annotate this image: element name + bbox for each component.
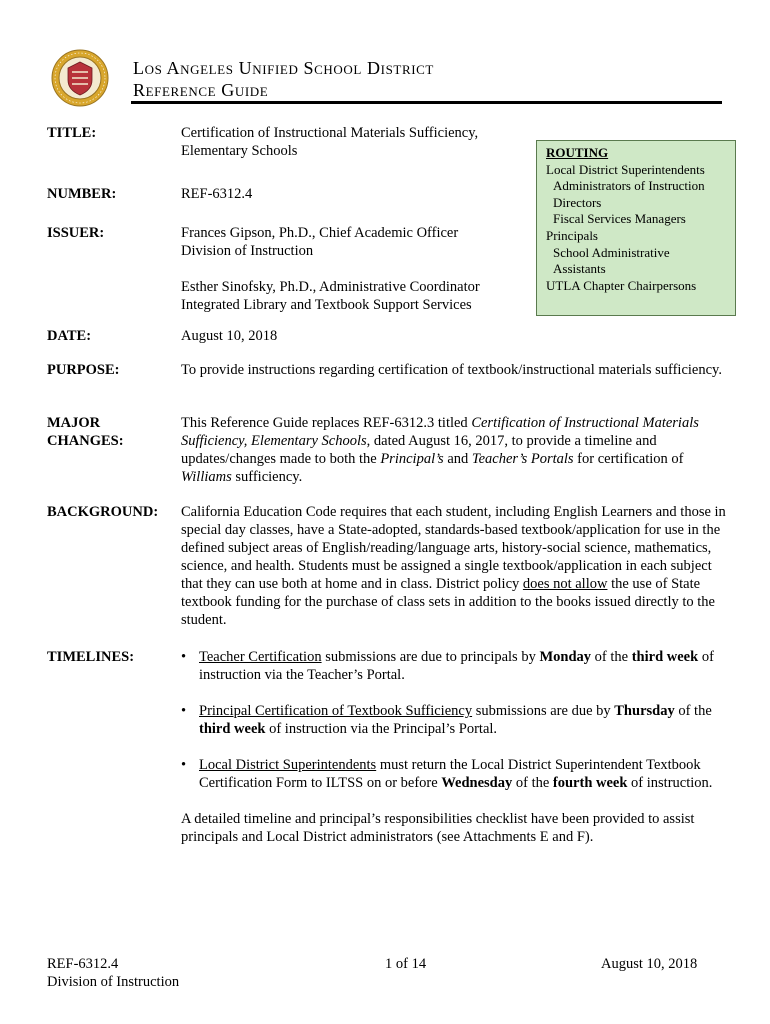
timeline-item-principal: [181, 702, 721, 738]
footer-date: August 10, 2018: [601, 956, 698, 972]
text-run: California Education Code requires that each student, including English Learners and those in special day classes, have a State-adopted, standards-based textbook/application for use in the defined subject areas of English/reading/language arts, history-social science, mathematics, science, and health. Students must be assigned a single textbook/application in each subject that they can use both at home and in class. District policy: [181, 504, 726, 592]
purpose-text: To provide instructions regarding certification of textbook/instructional materials sufficiency.: [181, 362, 722, 378]
document-type-heading: Reference Guide: [133, 80, 269, 100]
guide-title-ref: Certification of Instructional Materials Sufficiency, Elementary Schools: [181, 415, 699, 449]
text-run: and: [443, 451, 472, 467]
routing-item: School Administrative: [553, 244, 670, 260]
timelines-label: TIMELINES:: [47, 649, 135, 665]
text-run: the use of State textbook funding for the purchase of class sets in addition to the books issued directly to the student.: [181, 576, 715, 628]
principal-portal-ref: Principal’s: [380, 451, 444, 467]
emphasis: third week: [199, 721, 266, 737]
text-run: of the: [674, 703, 712, 719]
timelines-list: [181, 648, 721, 792]
major-changes-text: [181, 414, 729, 486]
williams-ref: Williams: [181, 469, 232, 485]
emphasis: third week: [631, 649, 699, 665]
timeline-item-title: Teacher Certification: [199, 649, 322, 665]
issuer-line: Integrated Library and Textbook Support Services: [181, 297, 472, 313]
routing-title: ROUTING: [546, 145, 609, 160]
major-changes-label-line: CHANGES:: [47, 433, 124, 449]
routing-item: Directors: [553, 194, 602, 210]
footer-ref-number: REF-6312.4: [47, 956, 119, 972]
emphasis: Thursday: [614, 703, 675, 719]
issuer-value-2: [181, 278, 526, 314]
major-changes-label-line: MAJOR: [47, 415, 101, 431]
issuer-line: Frances Gipson, Ph.D., Chief Academic Officer: [181, 225, 459, 241]
number-value: REF-6312.4: [181, 186, 253, 202]
title-line: Elementary Schools: [181, 143, 298, 159]
title-label: TITLE:: [47, 125, 97, 141]
timeline-item-title: Principal Certification of Textbook Sufficiency: [199, 703, 473, 719]
footer-left: [47, 955, 179, 991]
issuer-line: Division of Instruction: [181, 243, 314, 259]
bullet-icon: •: [181, 703, 187, 719]
routing-item: UTLA Chapter Chairpersons: [546, 277, 697, 293]
routing-item: Local District Superintendents: [546, 161, 705, 177]
emphasis: Monday: [539, 649, 592, 665]
issuer-value: [181, 224, 526, 260]
timelines-section: [181, 648, 721, 846]
routing-item: Assistants: [553, 261, 606, 277]
purpose-label: PURPOSE:: [47, 362, 120, 378]
text-run: for certification of: [573, 451, 684, 467]
routing-item: Administrators of Instruction: [553, 178, 705, 194]
background-text: [181, 503, 729, 629]
text-run: This Reference Guide replaces REF-6312.3 titled: [181, 415, 472, 431]
teacher-portal-ref: Teacher’s Portals: [471, 451, 574, 467]
timeline-item-teacher: [181, 648, 721, 684]
date-label: DATE:: [47, 328, 92, 344]
text-run: of the: [512, 775, 553, 791]
routing-item: Fiscal Services Managers: [553, 211, 686, 227]
bullet-icon: •: [181, 649, 187, 665]
footer-division: Division of Instruction: [47, 974, 180, 990]
policy-emphasis: does not allow: [522, 576, 608, 592]
text-run: of instruction via the Principal’s Portal.: [265, 721, 498, 737]
text-run: submissions are due to principals by: [321, 649, 540, 665]
routing-box: [536, 140, 736, 316]
title-line: Certification of Instructional Materials Sufficiency,: [181, 125, 479, 141]
timeline-item-local-district: [181, 756, 721, 792]
page-number: 1 of 14: [385, 956, 427, 972]
emphasis: fourth week: [552, 775, 628, 791]
issuer-label: ISSUER:: [47, 225, 105, 241]
district-seal-logo: [50, 48, 110, 108]
timeline-item-title: Local District Superintendents: [199, 757, 377, 773]
text-run: submissions are due by: [472, 703, 615, 719]
text-run: , dated August 16, 2017, to provide a timeline and updates/changes made to both the: [181, 433, 657, 467]
number-label: NUMBER:: [47, 186, 117, 202]
bullet-icon: •: [181, 757, 187, 773]
date-value: August 10, 2018: [181, 328, 278, 344]
issuer-line: Esther Sinofsky, Ph.D., Administrative Coordinator: [181, 279, 480, 295]
major-changes-label: [47, 414, 124, 450]
text-run: of the: [591, 649, 632, 665]
routing-item: Principals: [546, 227, 598, 243]
district-name: Los Angeles Unified School District: [133, 58, 434, 78]
timelines-closing: A detailed timeline and principal’s responsibilities checklist have been provided to assist principals and Local District administrators (see Attachments E and F).: [181, 811, 695, 845]
emphasis: Wednesday: [441, 775, 513, 791]
header-rule: [131, 101, 722, 104]
text-run: must return the Local District Superintendent Textbook Certification Form to ILTSS on or before: [199, 757, 701, 791]
text-run: of instruction via the Teacher’s Portal.: [199, 649, 714, 683]
text-run: of instruction.: [627, 775, 713, 791]
text-run: sufficiency.: [231, 469, 303, 485]
background-label: BACKGROUND:: [47, 504, 159, 520]
